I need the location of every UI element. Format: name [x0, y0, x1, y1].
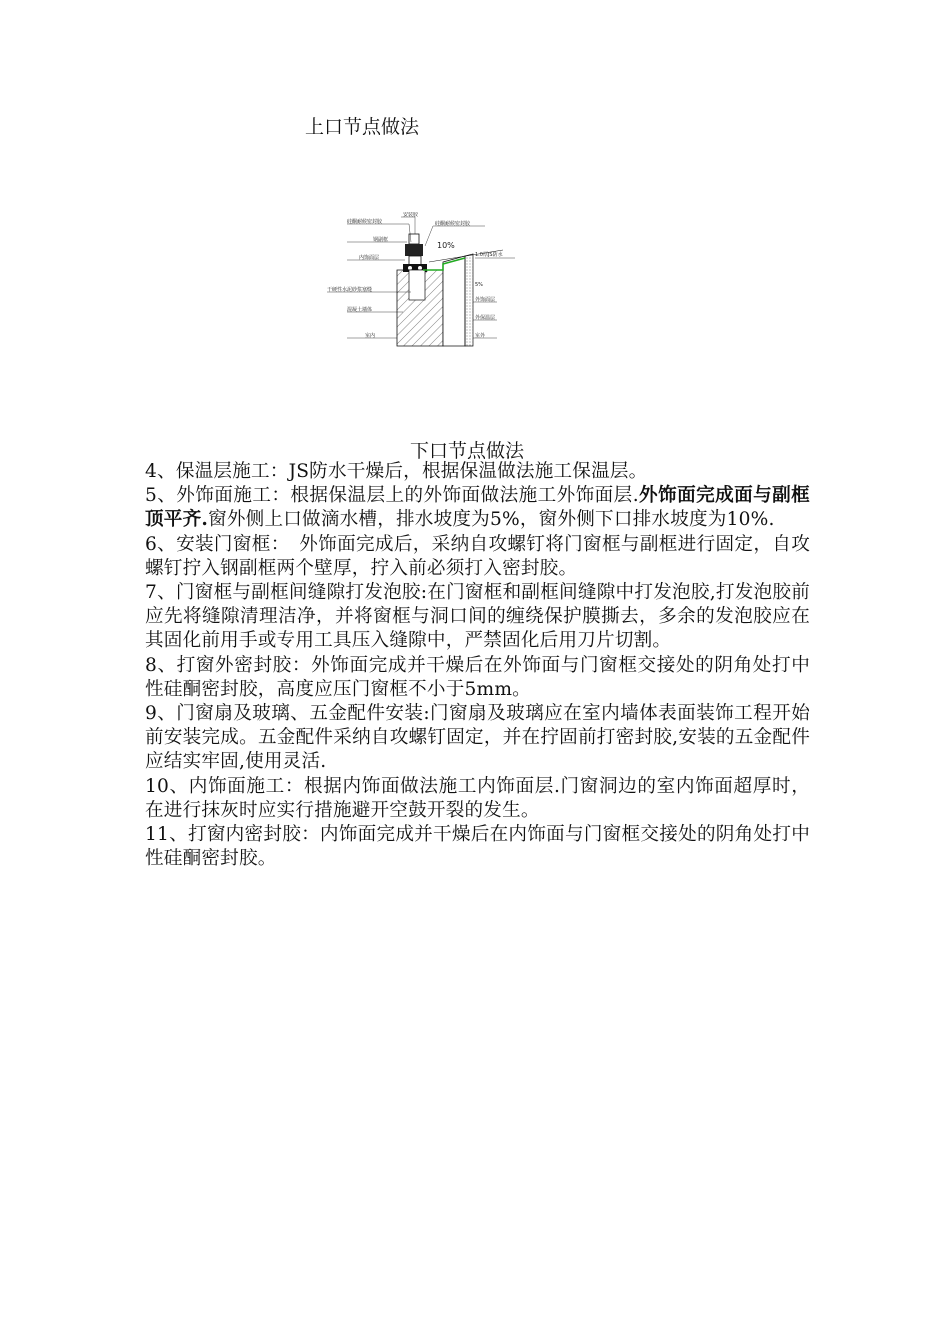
label-insulation: 外保温层	[475, 315, 496, 321]
label-js-waterproof: 1.0厚JS防水	[475, 252, 503, 258]
label-outdoor: 室外	[475, 333, 486, 339]
label-mortar: 干硬性水泥砂浆塞缝	[327, 287, 373, 293]
label-side-slope: 5%	[475, 282, 483, 288]
bottom-node-caption: 下口节点做法	[410, 440, 525, 462]
construction-steps	[145, 460, 810, 871]
step-4: 4、保温层施工：JS防水干燥后，根据保温做法施工保温层。	[145, 461, 648, 482]
step-11: 11、打窗内密封胶：内饰面完成并干燥后在内饰面与门窗框交接处的阴角处打中性硅酮密封胶。	[145, 824, 810, 870]
step-7: 7、门窗框与副框间缝隙打发泡胶:在门窗框和副框间缝隙中打发泡胶,打发泡胶前应先将缝隙清理洁净，并将窗框与洞口间的缠绕保护膜撕去，多余的发泡胶应在其固化前用手或专用工具压入缝隙中，严禁固化后用刀片切割。	[145, 582, 810, 652]
label-sealant-outer: 安装胶	[403, 212, 419, 218]
lower-node-detail-diagram	[325, 212, 530, 350]
label-interior-finish: 内饰面层	[359, 255, 380, 261]
insulation-layer	[443, 256, 465, 346]
step-8: 8、打窗外密封胶：外饰面完成并干燥后在外饰面与门窗框交接处的阴角处打中性硅酮密封胶，高度应压门窗框不小于5mm。	[145, 654, 810, 700]
step-10: 10、内饰面施工：根据内饰面做法施工内饰面层.门窗洞边的室内饰面超厚时，在进行抹灰时应实行措施避开空鼓开裂的发生。	[145, 775, 810, 821]
label-silicone-right: 硅酮耐候密封胶	[435, 221, 471, 227]
step-9: 9、门窗扇及玻璃、五金配件安装:门窗扇及玻璃应在室内墙体表面装饰工程开始前安装完成。五金配件采纳自攻螺钉固定，并在拧固前打密封胶,安装的五金配件应结实牢固,使用灵活.	[145, 703, 810, 773]
label-concrete: 混凝土墙体	[347, 307, 373, 313]
label-exterior-finish: 外饰面层	[475, 297, 496, 303]
top-node-caption: 上口节点做法	[305, 116, 420, 138]
step-5-rest: 窗外侧上口做滴水槽，排水坡度为5%，窗外侧下口排水坡度为10%.	[208, 509, 775, 531]
window-frame-section	[403, 234, 427, 272]
mortar-fill	[409, 270, 425, 300]
label-sub-frame: 钢副框	[373, 237, 389, 243]
step-5-intro: 5、外饰面施工：根据保温层上的外饰面做法施工外饰面层.	[145, 485, 639, 507]
label-silicone-left: 硅酮耐候密封胶	[347, 219, 383, 225]
exterior-finish-layer	[465, 254, 473, 346]
step-5	[145, 484, 810, 532]
label-indoor: 室内	[365, 333, 376, 339]
step-6: 6、安装门窗框： 外饰面完成后，采纳自攻螺钉将门窗框与副框进行固定，自攻螺钉拧入钢副框两个壁厚，拧入前必须打入密封胶。	[145, 533, 810, 579]
step-5-emphasis: 外饰面完成面与副框顶平齐.	[145, 485, 810, 531]
label-slope: 10%	[437, 241, 455, 250]
